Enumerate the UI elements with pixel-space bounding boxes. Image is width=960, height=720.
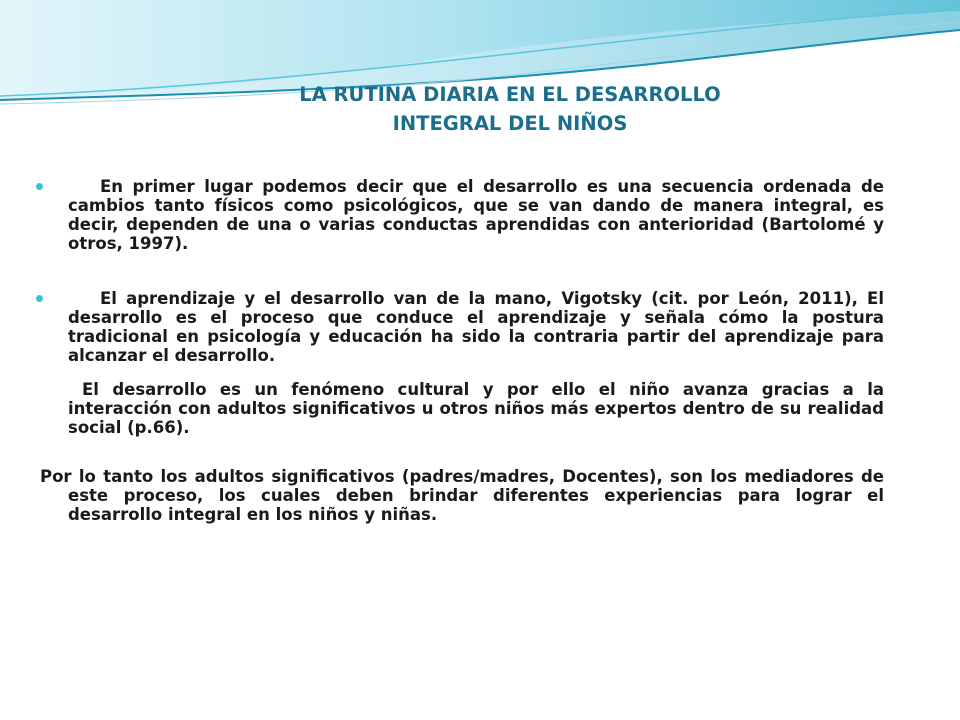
slide-title-line2: INTEGRAL DEL NIÑOS [392,112,628,135]
paragraph-4 [40,467,884,524]
paragraph-1: En primer lugar podemos decir que el desarrollo es una secuencia ordenada de cambios tanto físicos como psicológicos, que se van dando de manera integral, es decir, dependen de una o varias conductas aprendidas con anterioridad (Bartolomé y otros, 1997). [68,177,884,253]
bullet-dot-2 [36,295,43,302]
paragraph-3 [68,380,884,437]
slide-title [200,80,820,138]
paragraph-4-text: Por lo tanto los adultos significativos (padres/madres, Docentes), son los mediadores de este proceso, los cuales deben brindar diferentes experiencias para lograr el desarrollo integral en los niños y niñas. [40,467,884,524]
bullet-dot-1 [36,183,43,190]
paragraph-2: El aprendizaje y el desarrollo van de la mano, Vigotsky (cit. por León, 2011), El desarrollo es el proceso que conduce el aprendizaje y señala cómo la postura tradicional en psicología y educación ha sido la contraria partir del aprendizaje para alcanzar el desarrollo. [68,289,884,365]
slide-title-line1: LA RUTINA DIARIA EN EL DESARROLLO [299,83,721,106]
paragraph-3-text: El desarrollo es un fenómeno cultural y por ello el niño avanza gracias a la interacción con adultos significativos u otros niños más expertos dentro de su realidad social (p.66). [68,380,884,437]
